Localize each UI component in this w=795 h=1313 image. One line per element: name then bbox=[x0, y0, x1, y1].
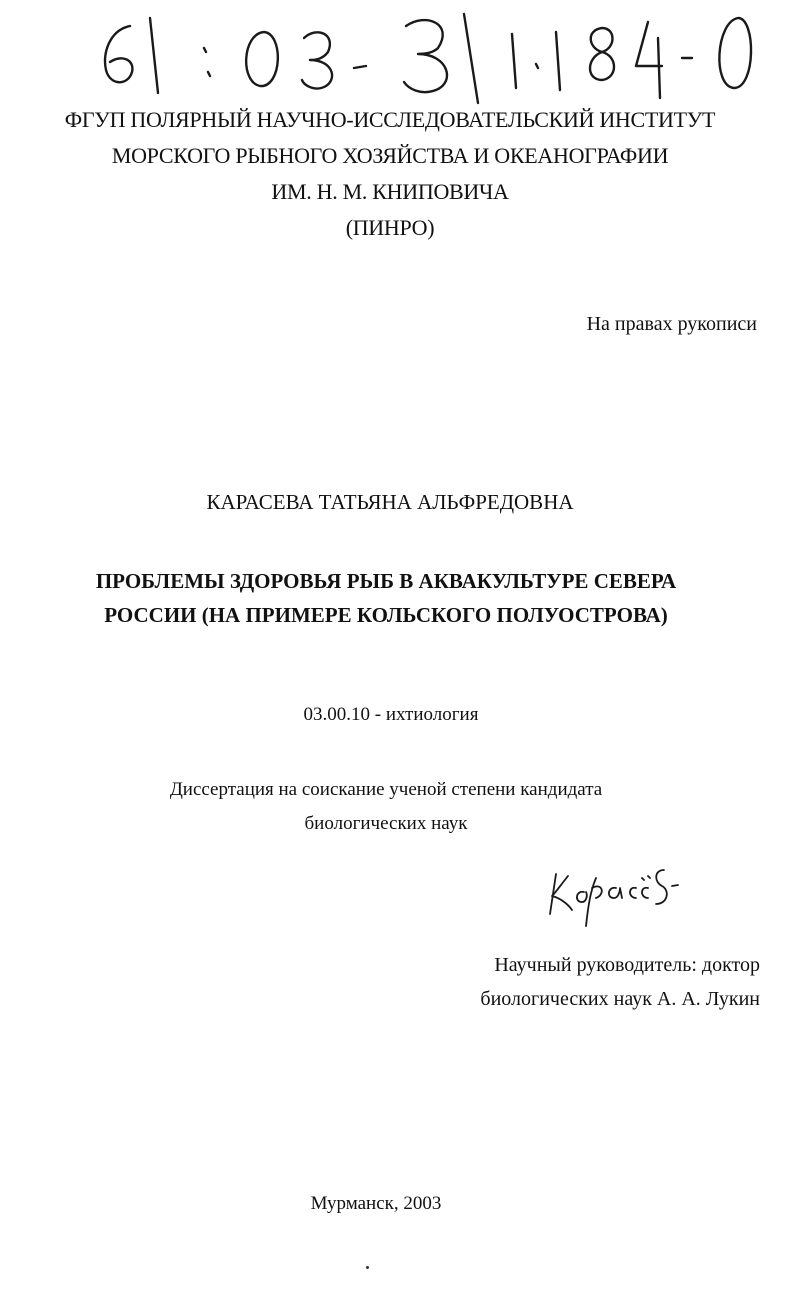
institute-header bbox=[0, 102, 780, 246]
thesis-title-line-1: ПРОБЛЕМЫ ЗДОРОВЬЯ РЫБ В АКВАКУЛЬТУРЕ СЕВЕРА bbox=[95, 569, 677, 593]
specialty-code: 03.00.10 - ихтиология bbox=[303, 704, 479, 725]
city-year: Мурманск, 2003 bbox=[310, 1193, 442, 1214]
scientific-supervisor bbox=[480, 948, 760, 1016]
institute-line-4: (ПИНРО) bbox=[345, 215, 435, 240]
handwritten-archive-code bbox=[92, 8, 772, 108]
degree-line-1: Диссертация на соискание ученой степени кандидата bbox=[169, 779, 603, 800]
degree-line-2: биологических наук bbox=[304, 813, 468, 834]
supervisor-line-1: Научный руководитель: доктор bbox=[494, 954, 760, 976]
author-name: КАРАСЕВА ТАТЬЯНА АЛЬФРЕДОВНА bbox=[206, 490, 574, 514]
thesis-title bbox=[0, 564, 772, 632]
institute-line-3: ИМ. Н. М. КНИПОВИЧА bbox=[271, 179, 509, 204]
scan-speck bbox=[366, 1266, 369, 1269]
supervisor-line-2: биологических наук А. А. Лукин bbox=[480, 988, 760, 1010]
thesis-title-line-2: РОССИИ (НА ПРИМЕРЕ КОЛЬСКОГО ПОЛУОСТРОВА) bbox=[104, 603, 668, 627]
manuscript-rights-note: На правах рукописи bbox=[586, 313, 757, 335]
institute-line-1: ФГУП ПОЛЯРНЫЙ НАУЧНО-ИССЛЕДОВАТЕЛЬСКИЙ ИНСТИТУТ bbox=[64, 107, 716, 132]
degree-statement bbox=[0, 773, 772, 841]
author-signature bbox=[540, 852, 680, 932]
institute-line-2: МОРСКОГО РЫБНОГО ХОЗЯЙСТВА И ОКЕАНОГРАФИИ bbox=[111, 143, 669, 168]
